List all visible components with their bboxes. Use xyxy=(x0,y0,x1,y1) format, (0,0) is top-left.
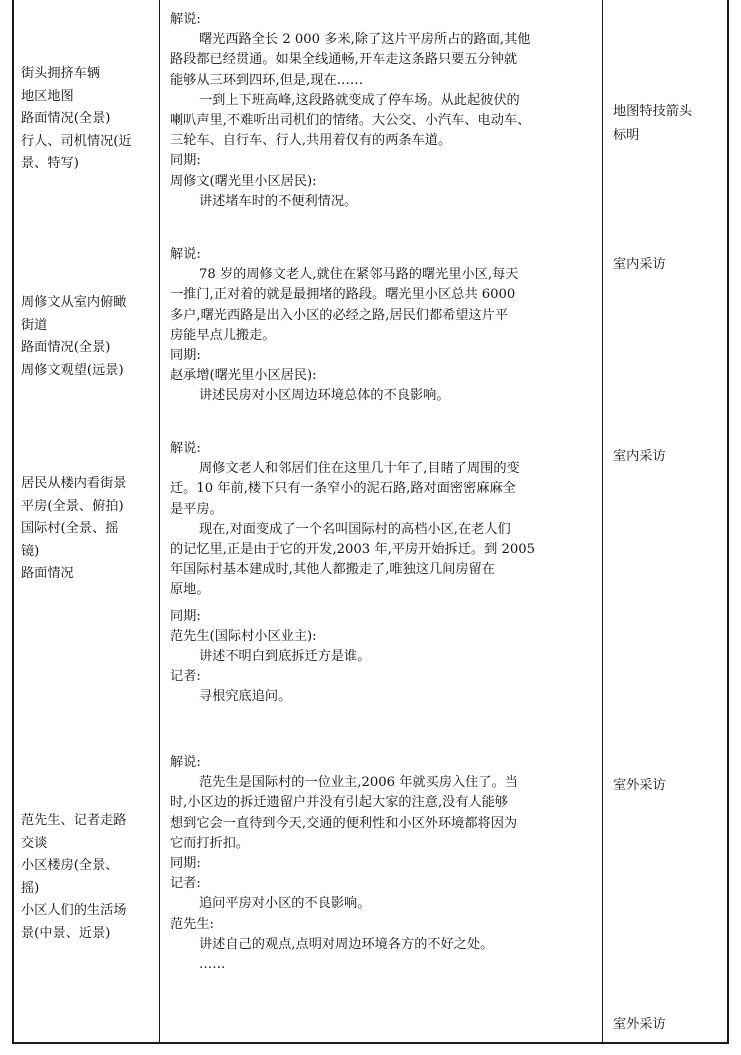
script-line: 迁。10 年前,楼下只有一条窄小的泥石路,路对面密密麻麻全 xyxy=(170,481,516,496)
script-line: 记者: xyxy=(170,876,201,891)
script-line: 周修文老人和邻居们住在这里几十年了,目睹了周围的变 xyxy=(199,461,520,476)
script-line: 的记忆里,正是由于它的开发,2003 年,平房开始拆迁。到 2005 xyxy=(170,542,536,557)
note-line: 室外采访 xyxy=(613,778,666,793)
script-line: 讲述堵车时的不便利情况。 xyxy=(199,194,358,209)
picture-line: 小区人们的生活场 xyxy=(21,903,127,918)
table-divider-2 xyxy=(602,0,603,1043)
script-line: 范先生(国际村小区业主): xyxy=(170,629,317,644)
picture-line: 交谈 xyxy=(21,835,48,851)
script-line: 同期: xyxy=(170,609,201,624)
script-line: 现在,对面变成了一个名叫国际村的高档小区,在老人们 xyxy=(199,522,511,537)
picture-line: 平房(全景、俯拍) xyxy=(21,498,124,514)
script-line: 解说: xyxy=(170,441,201,456)
script-line: 年国际村基本建成时,其他人都搬走了,唯独这几间房留在 xyxy=(170,562,495,577)
picture-line: 范先生、记者走路 xyxy=(21,813,127,828)
picture-line: 居民从楼内看街景 xyxy=(21,476,127,491)
table-border-left xyxy=(12,0,14,1043)
picture-line: 景(中景、近景) xyxy=(21,925,111,941)
script-line: 是平房。 xyxy=(170,502,223,517)
picture-line: 小区楼房(全景、 xyxy=(21,858,119,873)
script-line: 喇叭声里,不难听出司机们的情绪。大公交、小汽车、电动车、 xyxy=(170,113,531,128)
picture-line: 路面情况 xyxy=(21,566,74,581)
table-border-bottom xyxy=(12,1042,729,1044)
script-line: 曙光西路全长 2 000 多米,除了这片平房所占的路面,其他 xyxy=(199,32,531,47)
script-line: 解说: xyxy=(170,12,201,27)
note-line: 室内采访 xyxy=(613,257,666,272)
script-line: 周修文(曙光里小区居民): xyxy=(170,174,317,189)
script-line: 讲述自己的观点,点明对周边环境各方的不好之处。 xyxy=(199,937,494,952)
table-border-right xyxy=(727,0,729,1043)
script-line: 范先生: xyxy=(170,917,215,932)
note-line: 标明 xyxy=(613,128,640,143)
script-line: 同期: xyxy=(170,348,201,363)
script-line: 同期: xyxy=(170,153,201,168)
picture-line: 国际村(全景、摇 xyxy=(21,521,119,536)
script-line: …… xyxy=(199,957,226,972)
picture-line: 周修文从室内俯瞰 xyxy=(21,295,127,310)
script-line: 范先生是国际村的一位业主,2006 年就买房入住了。当 xyxy=(199,775,518,790)
script-line: 解说: xyxy=(170,755,201,770)
script-line: 路段都已经贯通。如果全线通畅,开车走这条路只要五分钟就 xyxy=(170,52,518,67)
script-line: 多户,曙光西路是出入小区的必经之路,居民们都希望这片平 xyxy=(170,308,509,323)
script-line: 三轮车、自行车、行人,共用着仅有的两条车道。 xyxy=(170,133,452,148)
picture-line: 街道 xyxy=(21,317,48,333)
script-line: 赵承增(曙光里小区居民): xyxy=(170,368,317,383)
script-line: 记者: xyxy=(170,669,201,684)
picture-line: 路面情况(全景) xyxy=(21,340,111,355)
script-line: 房能早点儿搬走。 xyxy=(170,328,276,343)
picture-line: 摇) xyxy=(21,880,40,896)
script-line: 原地。 xyxy=(170,582,210,597)
script-line: 同期: xyxy=(170,856,201,871)
script-line: 能够从三环到四环,但是,现在…… xyxy=(170,73,364,88)
picture-line: 街头拥挤车辆 xyxy=(21,66,101,81)
note-line: 室内采访 xyxy=(613,449,666,464)
picture-line: 行人、司机情况(近 xyxy=(21,133,132,149)
picture-line: 地区地图 xyxy=(21,88,74,104)
picture-line: 景、特写) xyxy=(21,156,79,171)
script-line: 时,小区边的拆迁遗留户并没有引起大家的注意,没有人能够 xyxy=(170,795,509,810)
table-divider-1 xyxy=(159,0,160,1043)
script-line: 一到上下班高峰,这段路就变成了停车场。从此起彼伏的 xyxy=(199,93,520,108)
script-line: 一推门,正对着的就是最拥堵的路段。曙光里小区总共 6000 xyxy=(170,287,516,302)
picture-line: 路面情况(全景) xyxy=(21,111,111,126)
script-line: 讲述不明白到底拆迁方是谁。 xyxy=(199,649,371,664)
script-line: 讲述民房对小区周边环境总体的不良影响。 xyxy=(199,388,450,403)
picture-line: 镜) xyxy=(21,543,40,559)
script-line: 追问平房对小区的不良影响。 xyxy=(199,896,371,911)
script-line: 它而打折扣。 xyxy=(170,836,250,851)
script-line: 78 岁的周修文老人,就住在紧邻马路的曙光里小区,每天 xyxy=(199,267,519,282)
picture-line: 周修文观望(远景) xyxy=(21,362,124,378)
script-line: 寻根究底追问。 xyxy=(199,689,292,704)
script-line: 想到它会一直待到今天,交通的便利性和小区外环境都将因为 xyxy=(170,816,518,831)
note-line: 地图特技箭头 xyxy=(613,104,693,119)
script-line: 解说: xyxy=(170,247,201,262)
trailing-note: 室外采访 xyxy=(613,1017,666,1032)
